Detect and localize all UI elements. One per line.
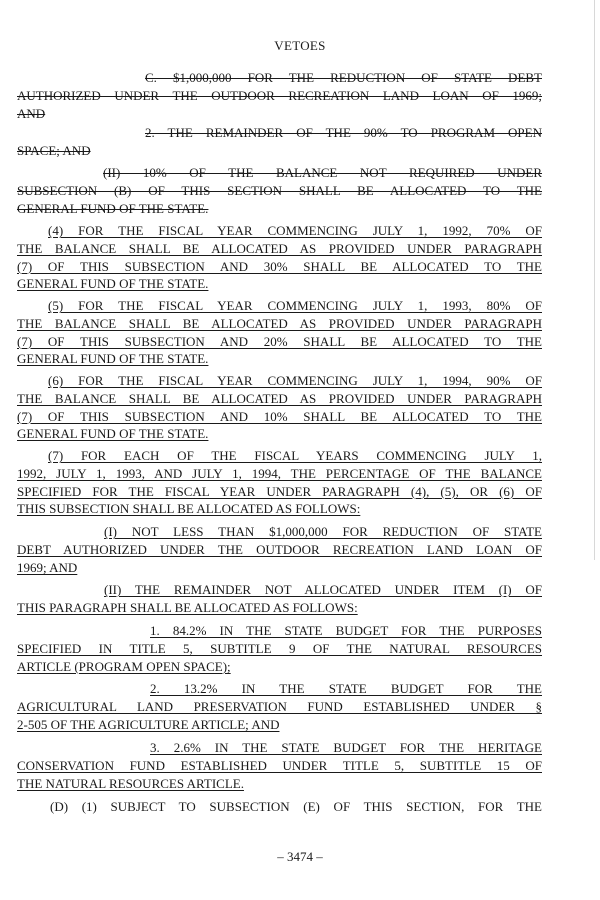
line-text: AGRICULTURAL LAND PRESERVATION FUND ESTABLISHED UNDER § xyxy=(17,698,542,714)
text-line xyxy=(17,182,542,200)
text-line xyxy=(17,69,542,87)
text-line xyxy=(17,142,542,160)
inserted-paragraph xyxy=(17,581,542,617)
line-text: GENERAL FUND OF THE STATE. xyxy=(17,426,209,442)
line-text: 1969; AND xyxy=(17,559,78,575)
text-line xyxy=(17,622,542,640)
scan-edge-line xyxy=(594,0,595,560)
line-text: (II) 10% OF THE BALANCE NOT REQUIRED UNDER xyxy=(103,165,542,180)
line-text: AUTHORIZED UNDER THE OUTDOOR RECREATION LAND LOAN OF 1969; xyxy=(17,87,542,103)
line-text: (II) THE REMAINDER NOT ALLOCATED UNDER ITEM (I) OF xyxy=(104,582,542,597)
line-text: GENERAL FUND OF THE STATE. xyxy=(17,276,209,292)
line-text: (I) NOT LESS THAN $1,000,000 FOR REDUCTION OF STATE xyxy=(104,524,542,539)
line-text: THE NATURAL RESOURCES ARTICLE. xyxy=(17,775,244,791)
line-text: SPECIFIED FOR THE FISCAL YEAR UNDER PARAGRAPH (4), (5), OR (6) OF xyxy=(17,483,542,499)
line-text: GENERAL FUND OF THE STATE. xyxy=(17,200,209,216)
inserted-paragraph xyxy=(17,297,542,368)
text-line xyxy=(17,465,542,483)
line-text: C. $1,000,000 FOR THE REDUCTION OF STATE DEBT xyxy=(145,70,542,85)
line-text: (D) (1) SUBJECT TO SUBSECTION (E) OF THIS SECTION, FOR THE xyxy=(50,799,542,814)
text-line xyxy=(17,483,542,501)
inserted-paragraph xyxy=(17,447,542,518)
text-line xyxy=(17,775,542,793)
text-line xyxy=(17,739,542,757)
line-text: ARTICLE (PROGRAM OPEN SPACE); xyxy=(17,658,231,674)
text-line xyxy=(17,275,542,293)
line-text: SPACE; AND xyxy=(17,142,91,158)
line-text: THE BALANCE SHALL BE ALLOCATED AS PROVIDED UNDER PARAGRAPH xyxy=(17,240,542,256)
text-line xyxy=(17,500,542,518)
text-line xyxy=(17,559,542,577)
text-line xyxy=(17,698,542,716)
text-line xyxy=(17,315,542,333)
line-text: DEBT AUTHORIZED UNDER THE OUTDOOR RECREATION LAND LOAN OF xyxy=(17,541,542,557)
text-line xyxy=(17,222,542,240)
deleted-paragraph xyxy=(17,164,542,217)
line-text: GENERAL FUND OF THE STATE. xyxy=(17,351,209,367)
line-text: CONSERVATION FUND ESTABLISHED UNDER TITLE 5, SUBTITLE 15 OF xyxy=(17,757,542,773)
line-text: 1992, JULY 1, 1993, AND JULY 1, 1994, THE PERCENTAGE OF THE BALANCE xyxy=(17,465,542,481)
text-line xyxy=(17,105,542,123)
text-line xyxy=(17,372,542,390)
text-line xyxy=(17,87,542,105)
text-line xyxy=(17,124,542,142)
deleted-paragraph xyxy=(17,124,542,160)
text-line xyxy=(17,350,542,368)
text-line xyxy=(17,599,542,617)
text-line xyxy=(17,798,542,816)
line-text: THIS SUBSECTION SHALL BE ALLOCATED AS FOLLOWS: xyxy=(17,501,361,517)
text-line xyxy=(17,680,542,698)
line-text: (6) FOR THE FISCAL YEAR COMMENCING JULY 1, 1994, 90% OF xyxy=(48,373,542,388)
text-line xyxy=(17,333,542,351)
text-line xyxy=(17,757,542,775)
line-text: 2-505 OF THE AGRICULTURE ARTICLE; AND xyxy=(17,716,280,732)
text-line xyxy=(17,447,542,465)
text-line xyxy=(17,658,542,676)
line-text: THE BALANCE SHALL BE ALLOCATED AS PROVIDED UNDER PARAGRAPH xyxy=(17,315,542,331)
text-line xyxy=(17,200,542,218)
line-text: (4) FOR THE FISCAL YEAR COMMENCING JULY 1, 1992, 70% OF xyxy=(48,223,542,238)
text-line xyxy=(17,581,542,599)
line-text: THIS PARAGRAPH SHALL BE ALLOCATED AS FOLLOWS: xyxy=(17,599,358,615)
inserted-paragraph xyxy=(17,680,542,733)
running-header: VETOES xyxy=(274,38,326,53)
page-number: – 3474 – xyxy=(277,849,323,864)
line-text: SPECIFIED IN TITLE 5, SUBTITLE 9 OF THE NATURAL RESOURCES xyxy=(17,640,542,656)
deleted-paragraph xyxy=(17,69,542,122)
inserted-paragraph xyxy=(17,222,542,293)
line-text: 3. 2.6% IN THE STATE BUDGET FOR THE HERITAGE xyxy=(150,740,542,755)
line-text: SUBSECTION (B) OF THIS SECTION SHALL BE ALLOCATED TO THE xyxy=(17,182,542,198)
line-text: 2. 13.2% IN THE STATE BUDGET FOR THE xyxy=(150,681,542,696)
line-text: THE BALANCE SHALL BE ALLOCATED AS PROVIDED UNDER PARAGRAPH xyxy=(17,390,542,406)
text-line xyxy=(17,240,542,258)
line-text: (7) OF THIS SUBSECTION AND 20% SHALL BE ALLOCATED TO THE xyxy=(17,333,542,349)
text-line xyxy=(17,523,542,541)
text-line xyxy=(17,640,542,658)
text-line xyxy=(17,716,542,734)
line-text: (7) FOR EACH OF THE FISCAL YEARS COMMENCING JULY 1, xyxy=(48,448,542,463)
text-line xyxy=(17,390,542,408)
text-line xyxy=(17,258,542,276)
line-text: 1. 84.2% IN THE STATE BUDGET FOR THE PURPOSES xyxy=(150,623,542,638)
inserted-paragraph xyxy=(17,523,542,576)
text-line xyxy=(17,297,542,315)
line-text: (7) OF THIS SUBSECTION AND 10% SHALL BE ALLOCATED TO THE xyxy=(17,408,542,424)
inserted-paragraph xyxy=(17,372,542,443)
line-text: AND xyxy=(17,105,46,121)
paragraph xyxy=(17,798,542,816)
line-text: 2. THE REMAINDER OF THE 90% TO PROGRAM OPEN xyxy=(145,125,542,140)
inserted-paragraph xyxy=(17,622,542,675)
inserted-paragraph xyxy=(17,739,542,792)
text-line xyxy=(17,408,542,426)
line-text: (5) FOR THE FISCAL YEAR COMMENCING JULY 1, 1993, 80% OF xyxy=(48,298,542,313)
text-line xyxy=(17,164,542,182)
text-line xyxy=(17,541,542,559)
line-text: (7) OF THIS SUBSECTION AND 30% SHALL BE ALLOCATED TO THE xyxy=(17,258,542,274)
text-line xyxy=(17,425,542,443)
